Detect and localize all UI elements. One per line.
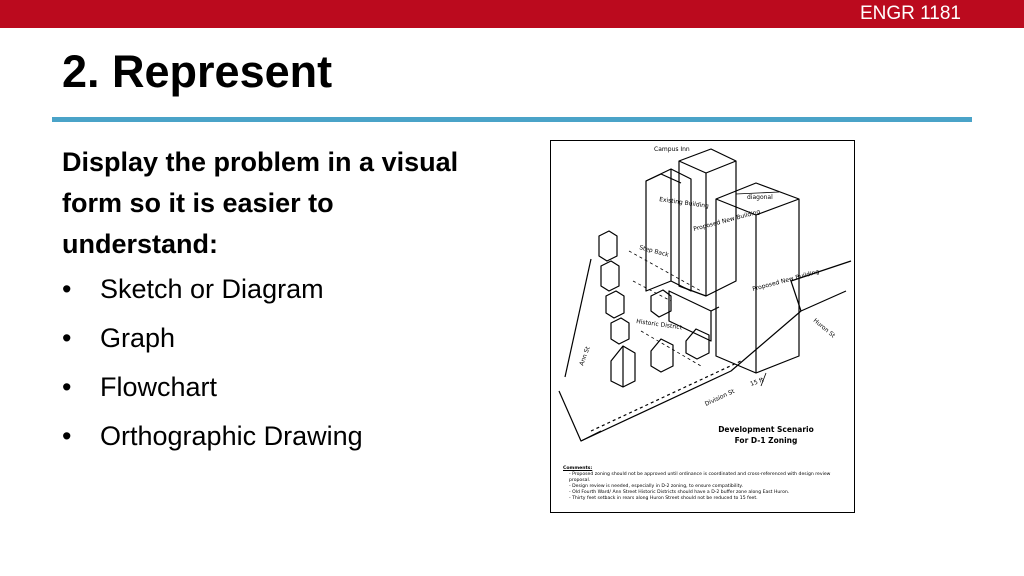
campus-inn-side [671,169,691,291]
caption-title: Development Scenario [718,425,814,434]
bullet-item [62,314,492,363]
lead-text: Display the problem in a visual form so it is easier to understand: [62,147,459,259]
comment-line: - Design review is needed, especially in D-2 zoning, to ensure compatibility. [569,484,743,489]
historic-house [601,261,619,291]
sketch-drawing [551,141,854,512]
division-street-line [581,291,846,441]
label-step-back: Step Back [638,244,670,259]
label-setback: 15 ft [749,376,765,388]
bullet-list [62,265,492,461]
label-proposed-building-2: Proposed New Building [751,268,821,293]
label-huron-st: Huron St [811,317,837,340]
bullet-item [62,412,492,461]
historic-house [599,231,617,261]
historic-house [606,291,624,318]
title-divider [52,117,972,122]
huron-street-line [791,261,851,311]
comment-line: - Proposed zoning should not be approved until ordinance is coordinated and cross-referenced with design review proposal. [569,472,831,483]
label-diagonal: diagonal [747,194,773,201]
bullet-text: Graph [100,323,176,353]
bullet-text: Flowchart [100,372,218,402]
caption-subtitle: For D-1 Zoning [734,436,798,445]
slide-title: 2. Represent [62,46,333,97]
comment-line: - Thirty feet setback in rears along Huron Street should not be reduced to 15 feet. [569,496,758,501]
label-ann-st: Ann St [578,345,592,367]
bullet-icon: • [62,274,72,304]
front-house [651,339,673,372]
label-existing-building: Existing Building [658,196,710,210]
figure-caption [691,424,841,446]
bullet-icon: • [62,323,72,353]
front-house [686,329,709,359]
label-historic-district: Historic District [635,318,683,332]
course-label: ENGR 1181 [859,3,961,24]
header-bar [0,0,1024,28]
bullet-item [62,363,492,412]
bullet-icon: • [62,372,72,402]
label-division-st: Division St [703,388,736,408]
development-sketch [550,140,855,513]
label-campus-inn: Campus Inn [654,146,690,153]
bullet-icon: • [62,421,72,451]
figure-comments [563,466,848,502]
historic-house [651,290,671,317]
bullet-item [62,265,492,314]
comments-heading: Comments: [563,466,593,471]
label-proposed-building-1: Proposed New Building [692,208,762,233]
bullet-text: Sketch or Diagram [100,274,324,304]
comment-line: - Old Fourth Ward/ Ann Street Historic Districts should have a D-2 buffer zone along East Huron. [569,490,790,495]
historic-house [611,318,629,344]
street-edge [559,391,601,441]
bullet-text: Orthographic Drawing [100,421,363,451]
slide-body [62,142,492,461]
